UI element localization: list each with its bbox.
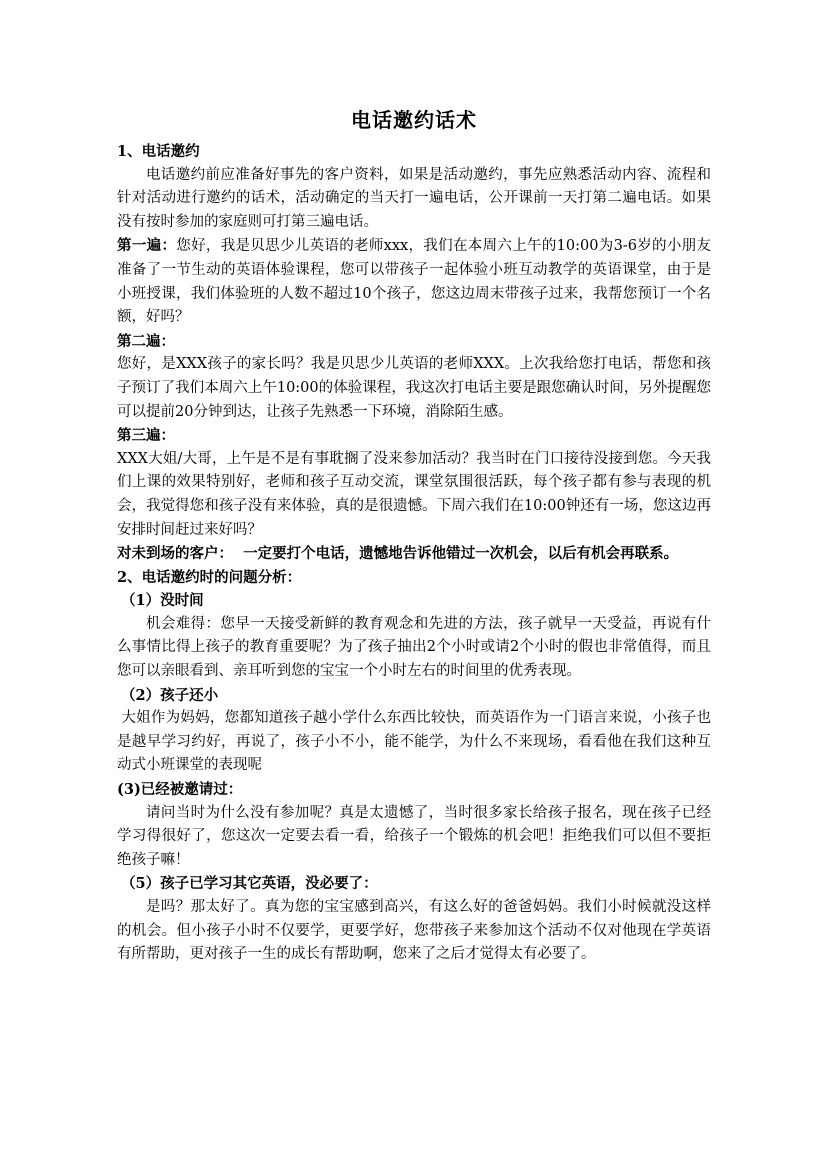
document-title: 电话邀约话术 — [351, 108, 477, 132]
objection-5-text: 是吗？那太好了。真为您的宝宝感到高兴，有这么好的爸爸妈妈。我们小时候就没这样的机会。但小孩子小时不仅要学，更要学好，您带孩子来参加这个活动不仅对他现在学英语有所帮助，更对孩子一生的成长有帮助啊，您来了之后才觉得太有必要了。 — [117, 899, 711, 963]
call-3-text: XXX大姐/大哥，上午是不是有事耽搁了没来参加活动？我当时在门口接待没接到您。今天我们上课的效果特别好，老师和孩子互动交流，课堂氛围很活跃，每个孩子都有参与表现的机会，我觉得您和孩子没有来体验，真的是很遗憾。下周六我们在10:00钟还有一场，您这边再安排时间赶过来好吗？ — [117, 450, 711, 538]
call-2-text: 您好，是XXX孩子的家长吗？我是贝思少儿英语的老师XXX。上次我给您打电话，帮您和孩子预订了我们本周六上午10:00的体验课程，我这次打电话主要是跟您确认时间，另外提醒您可以提前20分钟到达，让孩子先熟悉一下环境，消除陌生感。 — [117, 356, 711, 420]
section-1-intro: 电话邀约前应准备好事先的客户资料，如果是活动邀约，事先应熟悉活动内容、流程和针对活动进行邀约的话术，活动确定的当天打一遍电话，公开课前一天打第二遍电话。如果没有按时参加的家庭则可打第三遍电话。 — [117, 166, 711, 230]
objection-2-label: （2）孩子还小 — [121, 686, 219, 704]
objection-1-label: （1）没时间 — [121, 592, 204, 610]
objection-2-text: 大姐作为妈妈，您都知道孩子越小学什么东西比较快，而英语作为一门语言来说，小孩子也是越早学习约好，再说了，孩子小不小，能不能学，为什么不来现场，看看他在我们这种互动式小班课堂的表现呢 — [117, 710, 711, 774]
objection-3-label: (3)已经被邀请过： — [117, 781, 243, 799]
section-1-heading: 1、电话邀约 — [117, 143, 200, 160]
call-1-label: 第一遍： — [117, 237, 177, 255]
objection-3-text: 请问当时为什么没有参加呢？真是太遗憾了，当时很多家长给孩子报名，现在孩子已经学习得很好了，您这次一定要去看一看，给孩子一个锻炼的机会吧！拒绝我们可以但不要拒绝孩子嘛！ — [117, 804, 711, 868]
no-show-note: 对未到场的客户： 一定要打个电话，遗憾地告诉他错过一次机会，以后有机会再联系。 — [117, 545, 679, 563]
call-3-label: 第三遍： — [117, 427, 175, 445]
call-1-paragraph — [117, 234, 711, 329]
call-1-text: 您好，我是贝思少儿英语的老师xxx，我们在本周六上午的10:00为3-6岁的小朋友准备了一节生动的英语体验课程，您可以带孩子一起体验小班互动教学的英语课堂，由于是小班授课，我们体验班的人数不超过10个孩子，您这边周末带孩子过来，我帮您预订一个名额，好吗？ — [117, 238, 712, 326]
objection-5-label: （5）孩子已学习其它英语，没必要了： — [121, 875, 378, 893]
objection-1-text: 机会难得：您早一天接受新鲜的教育观念和先进的方法，孩子就早一天受益，再说有什么事情比得上孩子的教育重要呢？为了孩子抽出2个小时或请2个小时的假也非常值得，而且您可以亲眼看到、亲耳听到您的宝宝一个小时左右的时间里的优秀表现。 — [117, 615, 711, 680]
call-2-label: 第二遍： — [117, 332, 175, 350]
section-2-heading: 2、电话邀约时的问题分析： — [117, 568, 302, 586]
document-page — [117, 105, 711, 967]
